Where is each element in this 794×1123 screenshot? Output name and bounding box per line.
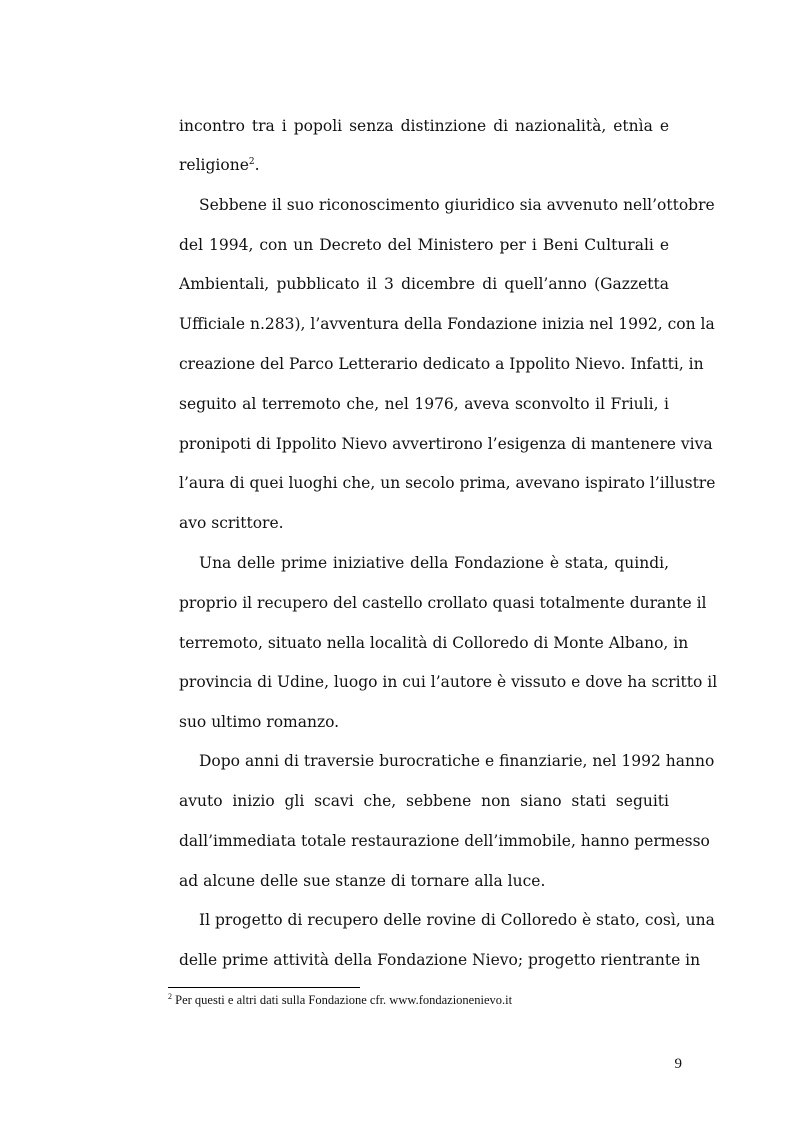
text-line	[179, 155, 669, 175]
text-line: avo scrittore.	[179, 514, 284, 532]
text-line: suo ultimo romanzo.	[179, 713, 340, 731]
text-line: Ufficiale n.283), l’avventura della Fondazione inizia nel 1992, con la	[179, 315, 715, 333]
text-line: provincia di Udine, luogo in cui l’autore è vissuto e dove ha scritto il	[179, 673, 718, 691]
paragraph-first-line: Sebbene il suo riconoscimento giuridico sia avvenuto nell’ottobre	[199, 196, 715, 214]
text-line: l’aura di quei luoghi che, un secolo prima, avevano ispirato l’illustre	[179, 474, 716, 492]
text-fragment: .	[254, 156, 260, 174]
footnote-number: 2	[168, 992, 172, 1001]
text-line: creazione del Parco Letterario dedicato a Ippolito Nievo. Infatti, in	[179, 355, 704, 373]
text-line: del 1994, con un Decreto del Ministero per i Beni Culturali e	[179, 236, 669, 254]
text-line: ad alcune delle sue stanze di tornare alla luce.	[179, 872, 546, 890]
text-line: terremoto, situato nella località di Colloredo di Monte Albano, in	[179, 634, 689, 652]
text-line: delle prime attività della Fondazione Nievo; progetto rientrante in	[179, 951, 701, 969]
text-line: incontro tra i popoli senza distinzione di nazionalità, etnìa e	[179, 117, 669, 135]
footnote-reference[interactable]: 2	[248, 157, 255, 167]
text-line: avuto inizio gli scavi che, sebbene non siano stati seguiti	[179, 792, 669, 810]
footnote	[168, 993, 512, 1008]
footnote-text: Per questi e altri dati sulla Fondazione cfr. www.fondazionenievo.it	[175, 993, 513, 1007]
paragraph-first-line: Il progetto di recupero delle rovine di Colloredo è stato, così, una	[199, 911, 715, 929]
text-line: dall’immediata totale restaurazione dell’immobile, hanno permesso	[179, 832, 710, 850]
paragraph-first-line: Una delle prime iniziative della Fondazione è stata, quindi,	[199, 554, 669, 572]
text-fragment: religione	[179, 156, 249, 174]
text-line: seguito al terremoto che, nel 1976, aveva sconvolto il Friuli, i	[179, 395, 669, 413]
text-line: proprio il recupero del castello crollato quasi totalmente durante il	[179, 594, 707, 612]
text-line: Ambientali, pubblicato il 3 dicembre di quell’anno (Gazzetta	[179, 275, 669, 293]
page-number: 9	[674, 1056, 682, 1072]
text-line: pronipoti di Ippolito Nievo avvertirono l’esigenza di mantenere viva	[179, 435, 713, 453]
paragraph-first-line: Dopo anni di traversie burocratiche e finanziarie, nel 1992 hanno	[199, 752, 715, 770]
footnote-separator	[168, 987, 360, 988]
